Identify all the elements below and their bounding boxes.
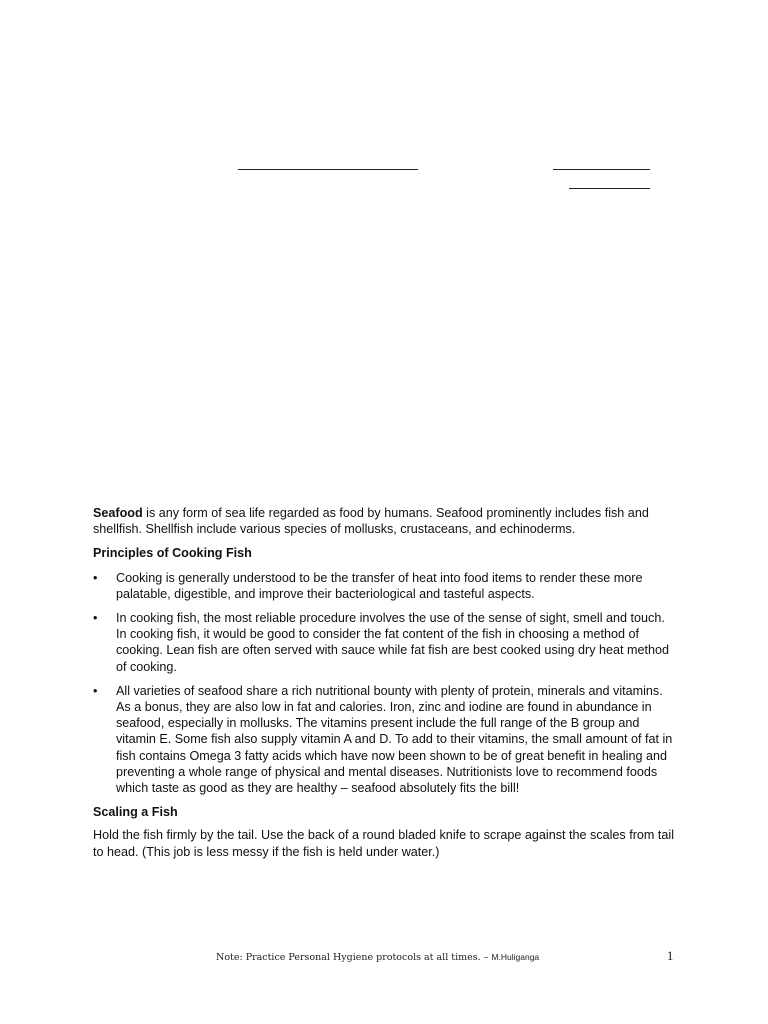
list-item-text: In cooking fish, the most reliable procedure involves the use of the sense of sight, smell and touch. In cooking fish, it would be good to consider the fat content of the fish in choosing a method of cooking. Lean fish are often served with sauce while fat fish are best cooked using dry heat method of cooking. (116, 611, 670, 674)
footer-note (216, 949, 539, 966)
intro-text: is any form of sea life regarded as food by humans. Seafood prominently includes fish and shellfish. Shellfish include various species of mollusks, crustaceans, and echinoderms. (93, 506, 649, 537)
list-item-text: All varieties of seafood share a rich nutritional bounty with plenty of protein, minerals and vitamins. As a bonus, they are also low in fat and calories. Iron, zinc and iodine are found in abundance in seafood, especially in mollusks. The vitamins present include the full range of the B group and vitamin E. Some fish also supply vitamin A and D. To add to their vitamins, the small amount of fat in fish contains Omega 3 fatty acids which have now been shown to be of great benefit in healing and preventing a whole range of physical and mental diseases. Nutritionists love to recommend foods which taste as good as they are healthy – seafood absolutely fits the bill! (116, 683, 673, 796)
scaling-heading: Scaling a Fish (93, 805, 178, 820)
document-body (93, 505, 678, 860)
scaling-paragraph: Hold the fish firmly by the tail. Use the back of a round bladed knife to scrape against the scales from tail to head. (This job is less messy if the fish is held under water.) (93, 828, 675, 859)
page-number: 1 (667, 949, 674, 963)
list-item (93, 683, 678, 796)
footer-note-text: Note: Practice Personal Hygiene protocols at all times. – (216, 952, 492, 963)
page-footer (0, 949, 768, 965)
blank-line-1 (238, 169, 418, 170)
bullet-icon: • (93, 611, 98, 626)
bullet-icon: • (93, 570, 98, 585)
intro-term: Seafood (93, 506, 143, 520)
intro-paragraph (93, 505, 678, 537)
list-item (93, 610, 678, 675)
principles-heading: Principles of Cooking Fish (93, 546, 252, 561)
blank-line-2 (553, 169, 650, 170)
blank-line-3 (569, 188, 650, 189)
list-item-text: Cooking is generally understood to be the transfer of heat into food items to render these more palatable, digestible, and improve their bacteriological and tasteful aspects. (116, 570, 643, 601)
list-item (93, 570, 678, 602)
footer-author: M.Huliganga (491, 952, 540, 962)
principles-list (93, 570, 678, 797)
bullet-icon: • (93, 683, 98, 698)
